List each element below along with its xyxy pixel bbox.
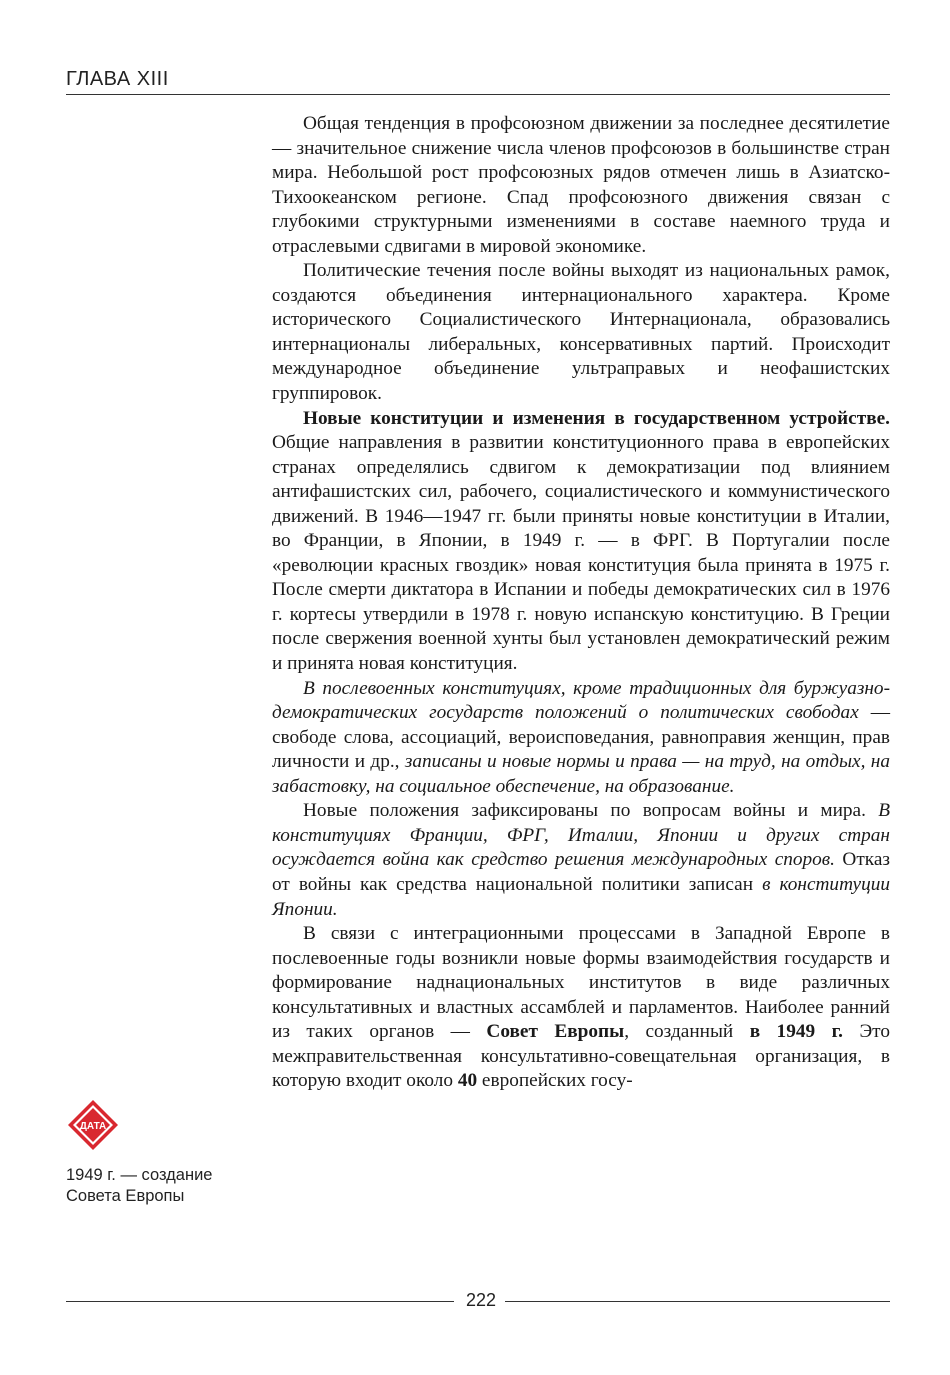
date-badge-label: ДАТА (79, 1121, 107, 1132)
text-run: Новые положения зафиксированы по вопросам войны и мира. (303, 800, 879, 822)
text-run: Политические течения после войны выходят из национальных рамок, создаются объединения интернационального характера. Кроме исторического Социалистического Интернационала, образовались интернационалы либеральных, консервативных партий. Происходит международное объединение ультраправых и неофашистских группировок. (272, 260, 890, 405)
page-header (66, 60, 890, 95)
paragraph (272, 922, 890, 1094)
italic-text: записаны и новые нормы и права — на труд, на отдых, на забастовку, на социальное обеспечение, на образование. (272, 751, 890, 797)
sidebar-note-line: 1949 г. — создание (66, 1166, 213, 1184)
italic-text: В конституциях Франции, ФРГ, Италии, Японии и других стран осуждается война как средство решения международных споров. (272, 800, 890, 871)
sidebar-note (66, 1165, 266, 1207)
paragraph (272, 407, 890, 677)
footer-rule (505, 1301, 890, 1302)
text-run: Общие направления в развитии конституционного права в европейских странах определялись сдвигом к демократизации под влиянием антифашистских сил, рабочего, социалистического и коммунистического движений. В 1946—1947 гг. были приняты новые конституции в Италии, во Франции, в Японии, в 1949 г. — в ФРГ. В Португалии после «революции красных гвоздик» новая конституция была принята в 1975 г. После смерти диктатора в Испании и победы демократических сил в 1976 г. кортесы утвердили в 1978 г. новую испанскую конституцию. В Греции после свержения военной хунты был установлен демократический режим и принята новая конституция. (272, 432, 890, 675)
paragraph (272, 259, 890, 406)
text-run: Отказ от войны как средства национальной политики записан (272, 849, 891, 895)
page-number: 222 (465, 1290, 497, 1310)
paragraph (272, 112, 890, 259)
footer-rule (66, 1301, 454, 1302)
page-footer (66, 1290, 890, 1314)
sidebar-note-line: Совета Европы (66, 1187, 185, 1205)
bold-text: Совет Европы (486, 1021, 625, 1043)
text-run: , созданный (624, 1021, 750, 1043)
chapter-title: ГЛАВА XIII (66, 68, 169, 90)
text-run: В связи с интеграционными процессами в Западной Европе в послевоенные годы возникли новые формы взаимодействия государств и формирование наднациональных институтов в виде различных консультативных и властных ассамблей и парламентов. Наиболее ранний из таких органов — (272, 923, 890, 1043)
italic-text: В послевоенных конституциях, кроме традиционных для буржуазно-демократических государств положений о политических свободах (272, 677, 890, 724)
bold-text: в 1949 г. (749, 1021, 843, 1043)
paragraph (272, 799, 890, 922)
paragraph (272, 677, 890, 800)
date-badge-icon (66, 1098, 120, 1152)
bold-text: Новые конституции и изменения в государственном устройстве. (303, 407, 890, 429)
bold-text: 40 (457, 1070, 478, 1092)
text-run: Это межправительственная консультативно-совещательная организация, в которую входит около (272, 1021, 890, 1092)
text-run: европейских госу- (477, 1070, 633, 1092)
text-run: Общая тенденция в профсоюзном движении за последнее десятилетие — значительное снижение числа членов профсоюзов в большинстве стран мира. Небольшой рост профсоюзных рядов отмечен лишь в Азиатско-Тихоокеанском регионе. Спад профсоюзного движения связан с глубокими структурными изменениями в составе наемного труда и отраслевыми сдвигами в мировой экономике. (272, 113, 890, 257)
italic-text: в конституции Японии. (272, 873, 890, 920)
main-text (272, 112, 890, 1094)
text-run: — свободе слова, ассоциаций, вероисповедания, равноправия женщин, прав личности и др., (272, 702, 890, 773)
